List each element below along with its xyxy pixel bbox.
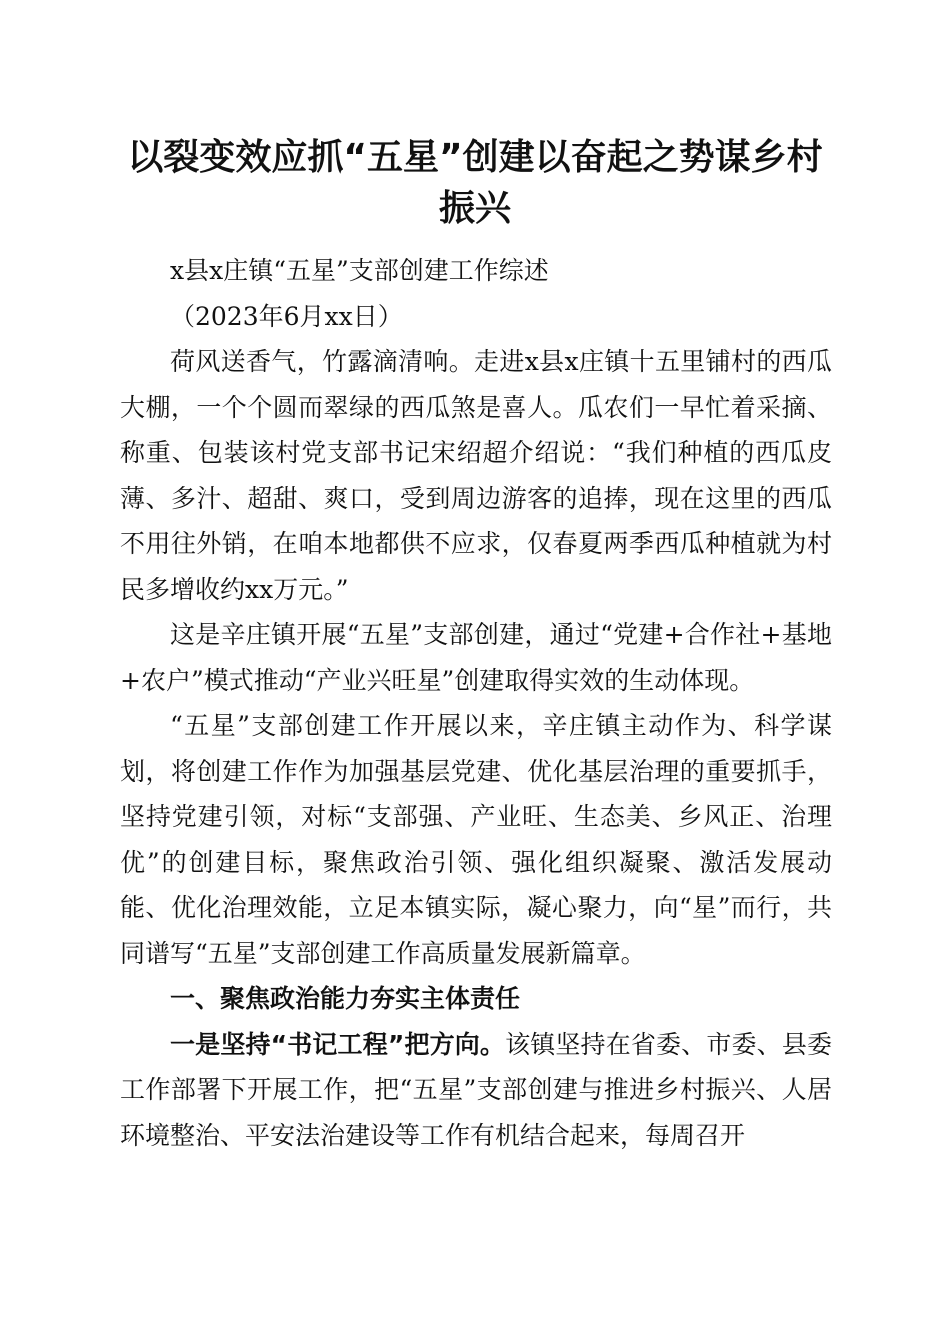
paragraph-1: 荷风送香气，竹露滴清响。走进x县x庄镇十五里铺村的西瓜大棚，一个个圆而翠绿的西瓜煞是喜人。瓜农们一早忙着采摘、称重、包装该村党支部书记宋绍超介绍说：“我们种植的西瓜皮薄、多汁、超甜、爽口，受到周边游客的追捧，现在这里的西瓜不用往外销，在咱本地都供不应求，仅春夏两季西瓜种植就为村民多增收约xx万元。” — [120, 347, 832, 604]
paragraph-2: 这是辛庄镇开展“五星”支部创建，通过“党建+合作社+基地+农户”模式推动“产业兴旺星”创建取得实效的生动体现。 — [120, 620, 832, 695]
document-title — [110, 132, 840, 234]
subtitle: x县x庄镇“五星”支部创建工作综述 — [170, 256, 549, 285]
section-heading: 一、聚焦政治能力夯实主体责任 — [170, 984, 521, 1013]
title-line-2: 振兴 — [438, 188, 511, 229]
title-line-1: 以裂变效应抓“五星”创建以奋起之势谋乡村 — [127, 137, 823, 178]
date-line: （2023年6月xx日） — [170, 301, 403, 331]
document-body — [120, 248, 832, 1158]
paragraph-3: “五星”支部创建工作开展以来，辛庄镇主动作为、科学谋划，将创建工作作为加强基层党建、优化基层治理的重要抓手，坚持党建引领，对标“支部强、产业旺、生态美、乡风正、治理优”的创建目标，聚焦政治引领、强化组织凝聚、激活发展动能、优化治理效能，立足本镇实际，凝心聚力，向“星”而行，共同谱写“五星”支部创建工作高质量发展新篇章。 — [120, 711, 832, 968]
section-text: 该镇坚持在省委、市委、县委工作部署下开展工作，把“五星”支部创建与推进乡村振兴、人居环境整治、平安法治建设等工作有机结合起来，每周召开 — [120, 1029, 832, 1150]
section-paragraph — [120, 1022, 832, 1159]
section-lead: 一是坚持“书记工程”把方向。 — [170, 1029, 506, 1059]
